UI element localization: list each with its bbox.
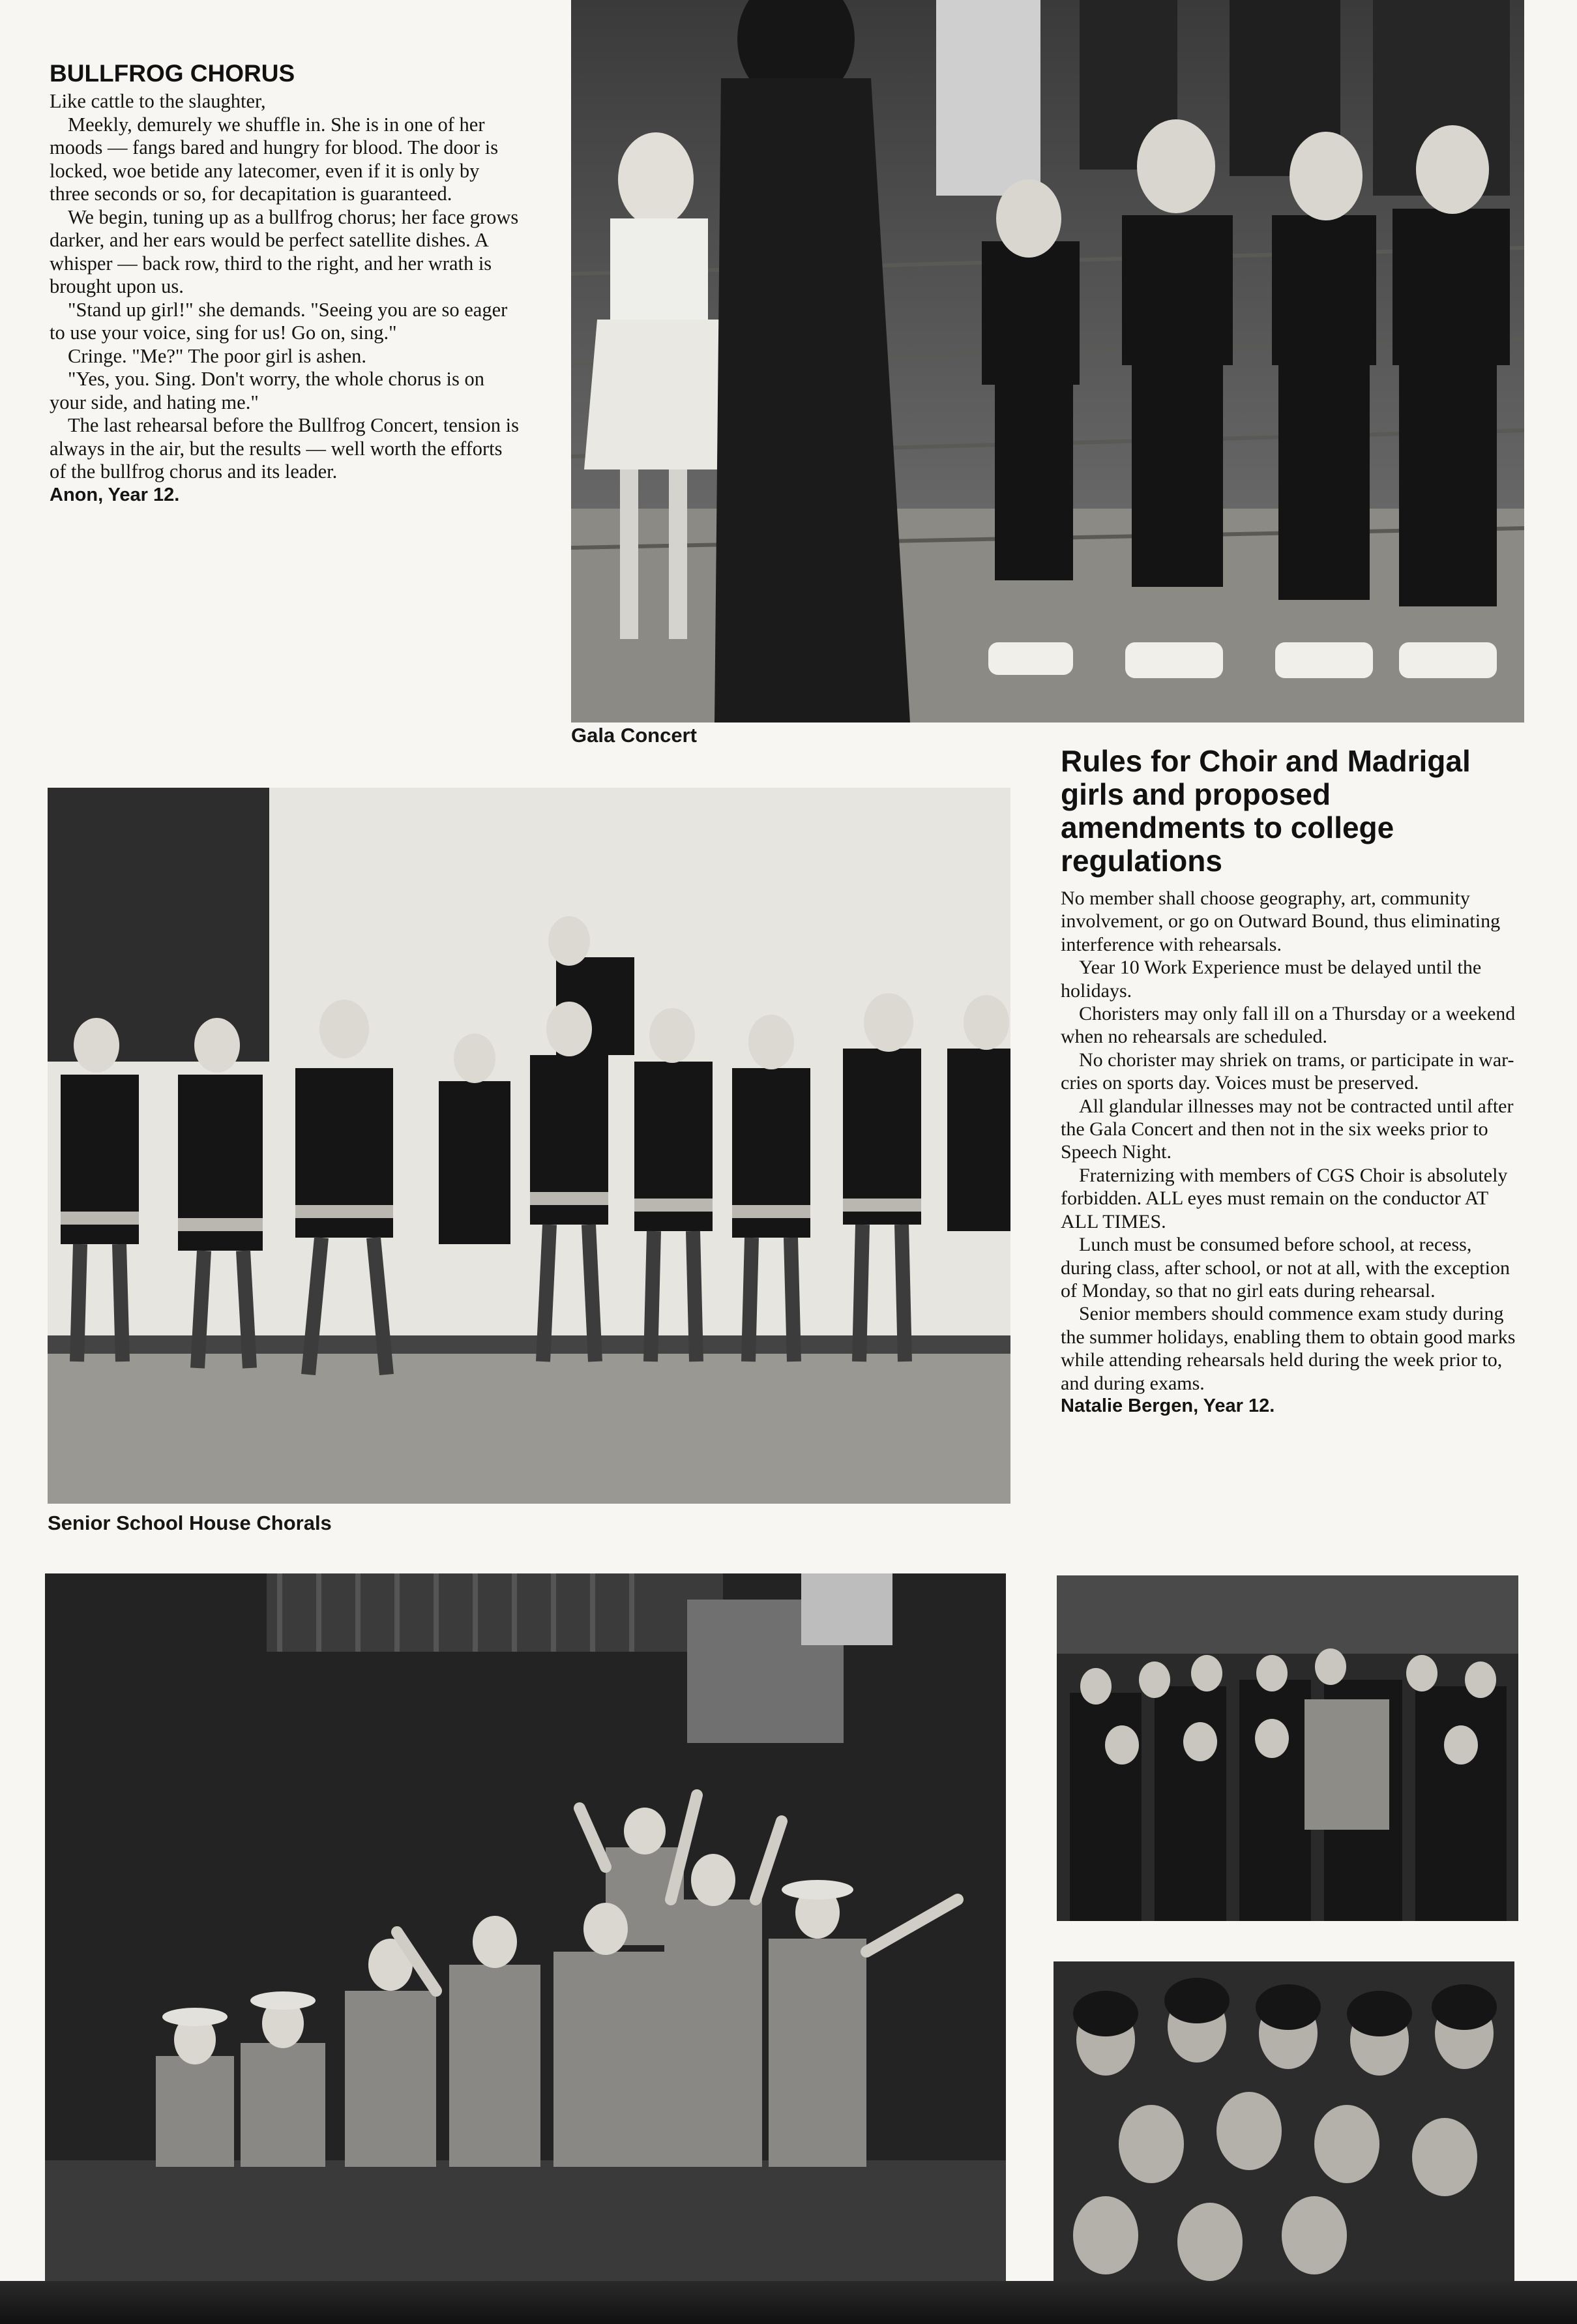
rules-line-4: All glandular illnesses may not be contracted until after the Gala Concert and then not in the six weeks prior to Speech Night. — [1061, 1095, 1514, 1163]
house-chorals-photo — [48, 788, 1010, 1504]
bullfrog-line-5: "Yes, you. Sing. Don't worry, the whole chorus is on your side, and hating me." — [50, 368, 484, 413]
bullfrog-line-4: Cringe. "Me?" The poor girl is ashen. — [68, 344, 367, 367]
rules-line-1: Year 10 Work Experience must be delayed until the holidays. — [1061, 957, 1482, 1002]
bullfrog-title: BULLFROG CHORUS — [50, 60, 295, 87]
rules-article — [1061, 887, 1527, 1418]
bullfrog-line-1: Meekly, demurely we shuffle in. She is in one of her moods — fangs bared and hungry for blood. The door is locked, woe betide any latecomer, even if it is only by three seconds or so, for decapitation is guaranteed. — [50, 113, 499, 205]
bullfrog-line-6: The last rehearsal before the Bullfrog Concert, tension is always in the air, but the results — well worth the efforts of the bullfrog chorus and its leader. — [50, 414, 519, 483]
bullfrog-line-3: "Stand up girl!" she demands. "Seeing you are so eager to use your voice, sing for us! Go on, sing." — [50, 298, 508, 344]
rules-line-0: No member shall choose geography, art, community involvement, or go on Outward Bound, thus eliminating interference with rehearsals. — [1061, 887, 1501, 955]
bullfrog-byline: Anon, Year 12. — [50, 484, 180, 505]
page-edge-shadow — [0, 2281, 1577, 2324]
bullfrog-line-2: We begin, tuning up as a bullfrog chorus; her face grows darker, and her ears would be perfect satellite dishes. A whisper — back row, third to the right, and her wrath is brought upon us. — [50, 205, 519, 297]
gala-concert-photo — [571, 0, 1524, 723]
rules-byline: Natalie Bergen, Year 12. — [1061, 1395, 1275, 1416]
stage-performance-photo — [45, 1573, 1006, 2281]
house-chorals-caption: Senior School House Chorals — [48, 1512, 332, 1534]
rules-line-5: Fraternizing with members of CGS Choir is absolutely forbidden. ALL eyes must remain on the conductor AT ALL TIMES. — [1061, 1164, 1508, 1232]
gala-concert-caption: Gala Concert — [571, 724, 697, 747]
rules-line-2: Choristers may only fall ill on a Thursday or a weekend when no rehearsals are scheduled. — [1061, 1003, 1516, 1048]
bullfrog-article — [50, 60, 519, 507]
rules-line-7: Senior members should commence exam study during the summer holidays, enabling them to obtain good marks while attending rehearsals held during the week prior to, and during exams. — [1061, 1303, 1516, 1394]
audience-photo — [1054, 1961, 1514, 2281]
bullfrog-line-0: Like cattle to the slaughter, — [50, 90, 266, 112]
rules-title: Rules for Choir and Madrigal girls and proposed amendments to college regulations — [1061, 744, 1471, 878]
choir-rehearsal-photo — [1057, 1575, 1518, 1921]
rules-line-6: Lunch must be consumed before school, at recess, during class, after school, or not at all, with the exception of Monday, so that no girl eats during rehearsal. — [1061, 1234, 1510, 1302]
rules-line-3: No chorister may shriek on trams, or participate in war-cries on sports day. Voices must be preserved. — [1061, 1049, 1514, 1094]
